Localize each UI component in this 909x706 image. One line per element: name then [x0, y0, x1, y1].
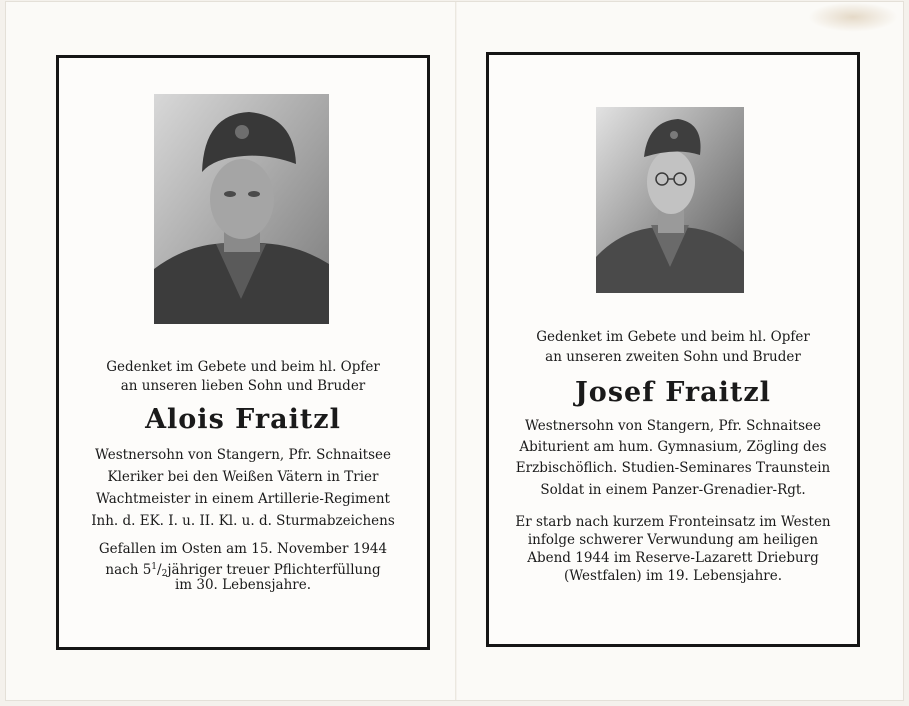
bio-line-4: Inh. d. EK. I. u. II. Kl. u. d. Sturmabzeichens: [91, 513, 395, 529]
card-fold: [455, 2, 457, 700]
paper-stain: [808, 2, 898, 32]
death-line-2: infolge schwerer Verwundung am heiligen: [527, 532, 819, 548]
death-line-1: Er starb nach kurzem Fronteinsatz im Westen: [515, 514, 831, 530]
deceased-name-left: Alois Fraitzl: [145, 404, 341, 435]
death-line-2: nach $5^1/_2jähriger$ treuer Pflichterfüllung: [105, 562, 381, 579]
bio-line-4: Soldat in einem Panzer-Grenadier-Rgt.: [540, 482, 806, 498]
memorial-panel-left: [56, 55, 430, 650]
death-line-1: Gefallen im Osten am 15. November 1944: [98, 541, 388, 557]
memorial-panel-right: [486, 52, 860, 647]
prayer-line-1: Gedenket im Gebete und beim hl. Opfer: [536, 329, 810, 345]
bio-line-2: Kleriker bei den Weißen Vätern in Trier: [107, 469, 379, 485]
soldier-portrait-image: [154, 94, 329, 324]
death-line-3: Abend 1944 im Reserve-Lazarett Drieburg: [527, 550, 819, 566]
prayer-line-2: an unseren zweiten Sohn und Bruder: [545, 349, 801, 365]
fraction-denominator: 2: [161, 569, 168, 579]
prayer-line-1: Gedenket im Gebete und beim hl. Opfer: [106, 359, 380, 375]
portrait-photo-right: [596, 107, 744, 293]
fraction-numerator: 1: [151, 562, 158, 572]
death-line-4: (Westfalen) im 19. Lebensjahre.: [563, 568, 783, 584]
death-line-3: im 30. Lebensjahre.: [174, 577, 312, 593]
bio-line-3: Wachtmeister in einem Artillerie-Regiment: [96, 491, 390, 507]
bio-line-2: Abiturient am hum. Gymnasium, Zögling des: [519, 439, 827, 455]
portrait-photo-left: [154, 94, 329, 324]
bio-line-3: Erzbischöflich. Studien-Seminares Traunstein: [515, 460, 831, 476]
death-line-2-suffix: jähriger treuer Pflichterfüllung: [167, 562, 381, 578]
bio-line-1: Westnersohn von Stangern, Pfr. Schnaitsee: [524, 418, 822, 434]
bio-line-1: Westnersohn von Stangern, Pfr. Schnaitsee: [94, 447, 392, 463]
prayer-line-2: an unseren lieben Sohn und Bruder: [120, 378, 366, 394]
soldier-portrait-image: [596, 107, 744, 293]
death-line-2-prefix: nach 5: [105, 562, 152, 578]
deceased-name-right: Josef Fraitzl: [575, 377, 771, 408]
